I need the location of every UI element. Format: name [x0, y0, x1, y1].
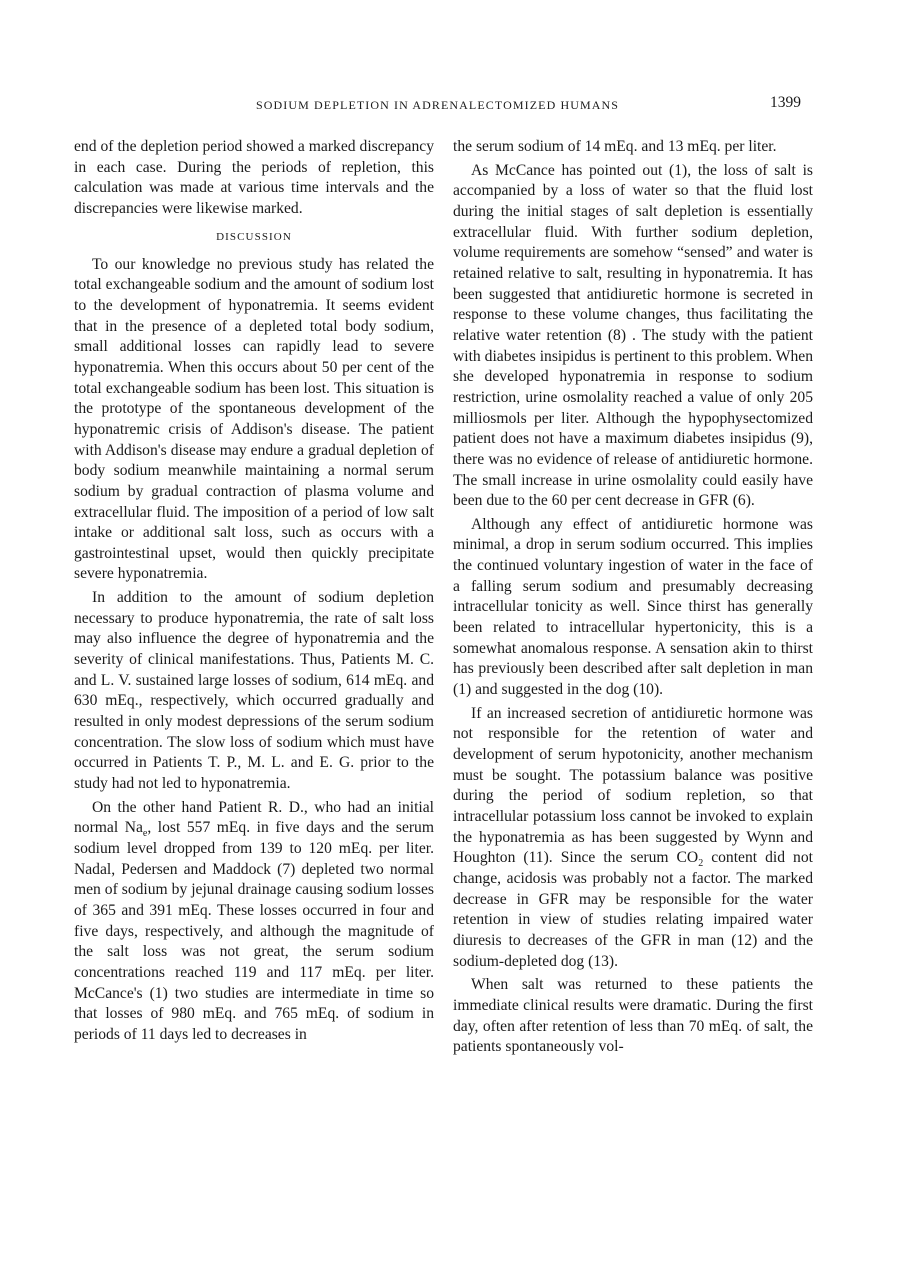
paragraph	[74, 798, 434, 1046]
right-column	[453, 137, 813, 1058]
paragraph: To our knowledge no previous study has related the total exchangeable sodium and the amount of sodium lost to the development of hyponatremia. It seems evident that in the presence of a depleted total body sodium, small additional losses can rapidly lead to severe hyponatremia. When this occurs about 50 per cent of the total exchangeable sodium has been lost. This situation is the prototype of the spontaneous development of the hyponatremic crisis of Addison's disease. The patient with Addison's disease may endure a gradual depletion of body sodium meanwhile maintaining a normal serum sodium by gradual contraction of plasma volume and extracellular fluid. The imposition of a period of low salt intake or additional salt loss, such as occurs with a gastrointestinal upset, would then quickly precipitate severe hyponatremia.	[74, 255, 434, 583]
subscript: 2	[698, 858, 704, 870]
paragraph-continued: end of the depletion period showed a marked discrepancy in each case. During the periods of repletion, this calculation was made at various time intervals and the discrepancies were likewise marked.	[74, 138, 434, 217]
page-number: 1399	[770, 94, 801, 111]
paragraph-text: , lost 557 mEq. in five days and the serum sodium level dropped from 139 to 120 mEq. per liter. Nadal, Pedersen and Maddock (7) depleted two normal men of sodium by jejunal drainage causing sodium losses of 365 and 391 mEq. These losses occurred in four and five days, respectively, and although the magnitude of the salt loss was not great, the serum sodium concentrations reached 119 and 117 mEq. per liter. McCance's (1) two studies are intermediate in time so that losses of 980 mEq. and 765 mEq. of sodium in periods of 11 days led to decreases in	[74, 819, 434, 1043]
paragraph-text: On the other hand Patient R. D., who had an initial normal Na	[74, 798, 434, 837]
left-column	[74, 137, 434, 1046]
subscript: e	[142, 828, 148, 840]
running-head: SODIUM DEPLETION IN ADRENALECTOMIZED HUMANS	[256, 98, 620, 112]
paragraph-text: content did not change, acidosis was probably not a factor. The marked decrease in GFR may be responsible for the water retention in view of studies relating impaired water diuresis to decreases of the GFR in man (12) and the sodium-depleted dog (13).	[453, 849, 813, 970]
paragraph: As McCance has pointed out (1), the loss of salt is accompanied by a loss of water so that the fluid lost during the initial stages of salt depletion is essentially extracellular fluid. With further sodium depletion, volume requirements are somehow “sensed” and water is retained relative to salt, resulting in hyponatremia. It has been suggested that antidiuretic hormone is secreted in response to these volume changes, thus facilitating the relative water retention (8) . The study with the patient with diabetes insipidus is pertinent to this problem. When she developed hyponatremia in response to sodium restriction, urine osmolality reached a value of only 205 milliosmols per liter. Although the hypophysectomized patient does not have a maximum diabetes insipidus (9), there was no evidence of release of antidiuretic hormone. The small increase in urine osmolality could easily have been due to the 60 per cent decrease in GFR (6).	[453, 161, 813, 510]
paragraph-continued: the serum sodium of 14 mEq. and 13 mEq. per liter.	[453, 138, 777, 155]
paragraph: Although any effect of antidiuretic hormone was minimal, a drop in serum sodium occurred. This implies the continued voluntary ingestion of water in the face of a falling serum sodium and presumably decreasing intracellular tonicity as well. Since thirst has generally been related to intracellular hypertonicity, this is a somewhat anomalous response. A sensation akin to thirst has previously been described after salt depletion in man (1) and suggested in the dog (10).	[453, 515, 813, 699]
section-heading-discussion: DISCUSSION	[216, 230, 292, 243]
paragraph: When salt was returned to these patients the immediate clinical results were dramatic. During the first day, often after retention of less than 70 mEq. of salt, the patients spontaneously vol-	[453, 976, 813, 1056]
paragraph: In addition to the amount of sodium depletion necessary to produce hyponatremia, the rate of salt loss may also influence the degree of hyponatremia and the severity of clinical manifestations. Thus, Patients M. C. and L. V. sustained large losses of sodium, 614 mEq. and 630 mEq., respectively, which occurred gradually and resulted in only modest depressions of the serum sodium concentration. The slow loss of sodium which must have occurred in Patients T. P., M. L. and E. G. prior to the study had not led to hyponatremia.	[74, 589, 434, 793]
paragraph	[453, 704, 813, 973]
paragraph-text: If an increased secretion of antidiuretic hormone was not responsible for the retention of water and development of serum hypotonicity, another mechanism must be sought. The potassium balance was positive during the period of sodium repletion, so that intracellular potassium loss cannot be invoked to explain the hyponatremia as has been suggested by Wynn and Houghton (11). Since the serum CO	[453, 704, 813, 867]
